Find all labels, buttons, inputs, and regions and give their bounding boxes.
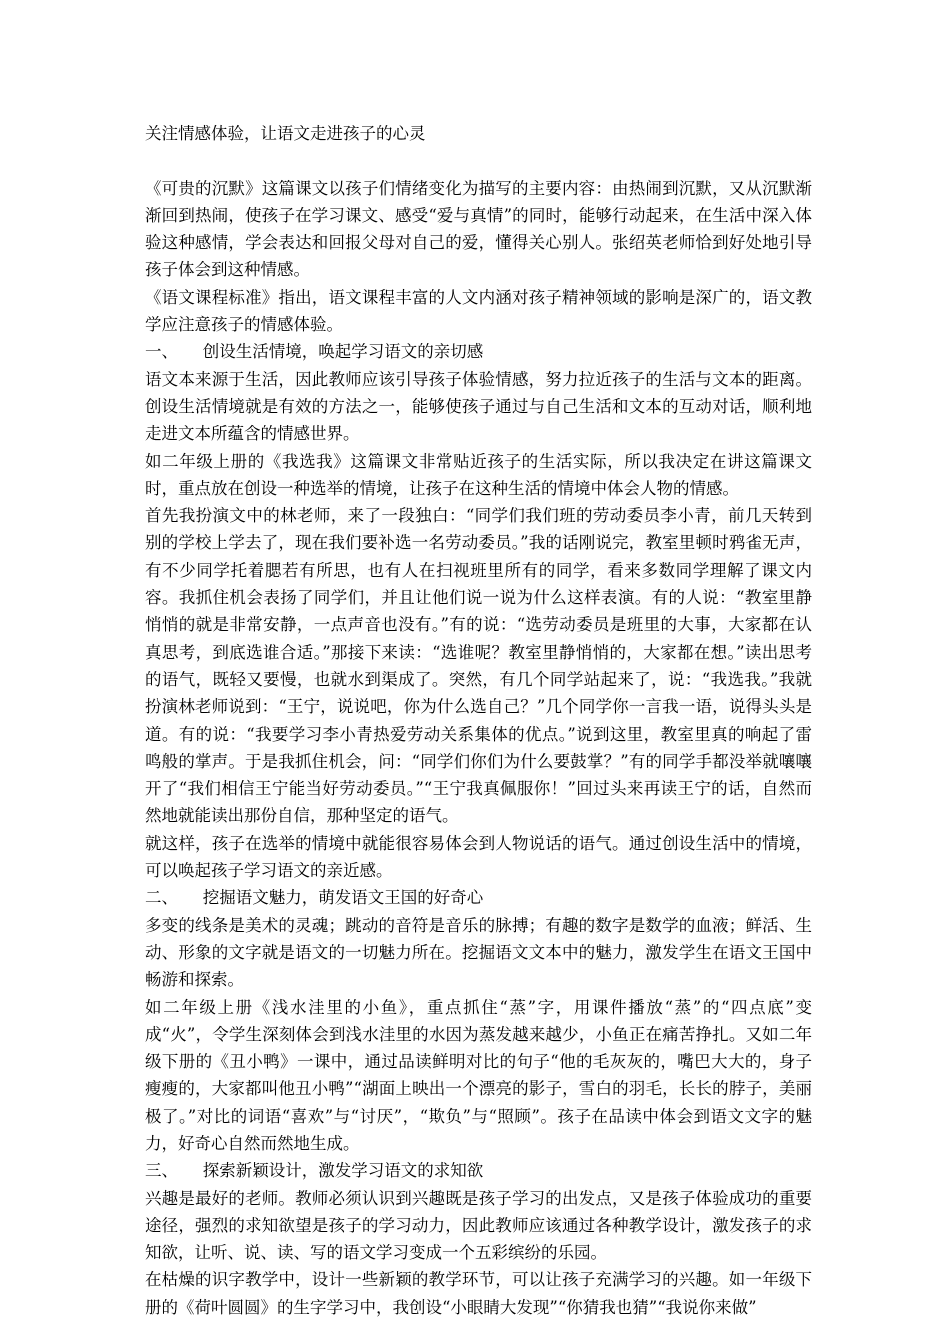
section-heading: 三、 探索新颖设计，激发学习语文的求知欲 bbox=[145, 1161, 484, 1181]
document-body bbox=[145, 120, 812, 1321]
section-heading: 一、 创设生活情境，唤起学习语文的亲切感 bbox=[145, 342, 484, 362]
document-title bbox=[145, 120, 812, 147]
paragraph: 语文本来源于生活，因此教师应该引导孩子体验情感，努力拉近孩子的生活与文本的距离。创设生活情境就是有效的方法之一，能够使孩子通过与自己生活和文本的互动对话，顺利地走进文本所蕴含的情感世界。 bbox=[145, 369, 812, 444]
document-title-text: 关注情感体验，让语文走进孩子的心灵 bbox=[145, 124, 426, 143]
paragraph: 多变的线条是美术的灵魂；跳动的音符是音乐的脉搏；有趣的数字是数学的血液；鲜活、生动、形象的文字就是语文的一切魅力所在。挖掘语文文本中的魅力，激发学生在语文王国中畅游和探索。 bbox=[145, 915, 812, 990]
section-heading: 二、 挖掘语文魅力，萌发语文王国的好奇心 bbox=[145, 888, 484, 908]
paragraph: 如二年级上册《浅水洼里的小鱼》，重点抓住“蒸”字，用课件播放“蒸”的“四点底”变成“火”，令学生深刻体会到浅水洼里的水因为蒸发越来越少，小鱼正在痛苦挣扎。又如二年级下册的《丑小鸭》一课中，通过品读鲜明对比的句子“他的毛灰灰的，嘴巴大大的，身子瘦瘦的，大家都叫他丑小鸭”“湖面上映出一个漂亮的影子，雪白的羽毛，长长的脖子，美丽极了。”对比的词语“喜欢”与“讨厌”，“欺负”与“照顾”。孩子在品读中体会到语文文字的魅力，好奇心自然而然地生成。 bbox=[145, 997, 812, 1153]
paragraph: 如二年级上册的《我选我》这篇课文非常贴近孩子的生活实际，所以我决定在讲这篇课文时，重点放在创设一种选举的情境，让孩子在这种生活的情境中体会人物的情感。 bbox=[145, 451, 812, 498]
paragraph: 首先我扮演文中的林老师，来了一段独白：“同学们我们班的劳动委员李小青，前几天转到别的学校上学去了，现在我们要补选一名劳动委员。”我的话刚说完，教室里顿时鸦雀无声，有不少同学托着腮若有所思，也有人在扫视班里所有的同学，看来多数同学理解了课文内容。我抓住机会表扬了同学们，并且让他们说一说为什么这样表演。有的人说：“教室里静悄悄的就是非常安静，一点声音也没有。”有的说：“选劳动委员是班里的大事，大家都在认真思考，到底选谁合适。”那接下来读：“选谁呢？教室里静悄悄的，大家都在想。”读出思考的语气，既轻又要慢，也就水到渠成了。突然，有几个同学站起来了，说：“我选我。”我就扮演林老师说到：“王宁，说说吧，你为什么选自己？”几个同学你一言我一语，说得头头是道。有的说：“我要学习李小青热爱劳动关系集体的优点。”说到这里，教室里真的响起了雷鸣般的掌声。于是我抓住机会，问：“同学们你们为什么要鼓掌？”有的同学手都没举就嚷嚷开了“我们相信王宁能当好劳动委员。”“王宁我真佩服你！”回过头来再读王宁的话，自然而然地就能读出那份自信，那种坚定的语气。 bbox=[145, 506, 812, 826]
paragraph: 《语文课程标准》指出，语文课程丰富的人文内涵对孩子精神领域的影响是深广的，语文教学应注意孩子的情感体验。 bbox=[145, 287, 812, 335]
paragraph: 在枯燥的识字教学中，设计一些新颖的教学环节，可以让孩子充满学习的兴趣。如一年级下册的《荷叶圆圆》的生字学习中，我创设“小眼睛大发现”“你猜我也猜”“我说你来做” bbox=[145, 1270, 812, 1317]
paragraph: 《可贵的沉默》这篇课文以孩子们情绪变化为描写的主要内容：由热闹到沉默，又从沉默渐渐回到热闹，使孩子在学习课文、感受“爱与真情”的同时，能够行动起来，在生活中深入体验这种感情，学会表达和回报父母对自己的爱，懂得关心别人。张绍英老师恰到好处地引导孩子体会到这种情感。 bbox=[145, 178, 812, 280]
paragraph: 就这样，孩子在选举的情境中就能很容易体会到人物说话的语气。通过创设生活中的情境，可以唤起孩子学习语文的亲近感。 bbox=[145, 833, 812, 881]
paragraph: 兴趣是最好的老师。教师必须认识到兴趣既是孩子学习的出发点，又是孩子体验成功的重要途径，强烈的求知欲望是孩子的学习动力，因此教师应该通过各种教学设计，激发孩子的求知欲，让听、说、读、写的语文学习变成一个五彩缤纷的乐园。 bbox=[145, 1188, 812, 1263]
